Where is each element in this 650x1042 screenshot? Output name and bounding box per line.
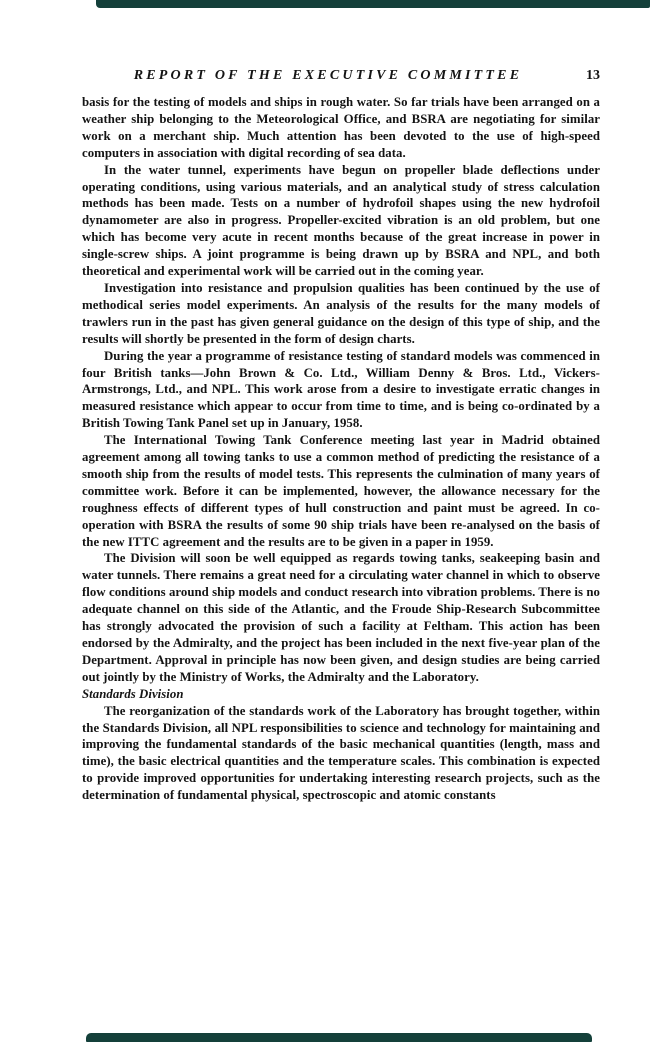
running-header	[82, 68, 600, 88]
body-paragraph: basis for the testing of models and ships in rough water. So far trials have been arranged on a weather ship belonging to the Meteorological Office, and BSRA are negotiating for similar work on a merchant ship. Much attention has been devoted to the use of high-speed computers in association with digital recording of sea data.	[82, 95, 600, 160]
page-title: REPORT OF THE EXECUTIVE COMMITTEE	[133, 68, 523, 83]
body-paragraph: Investigation into resistance and propulsion qualities has been continued by the use of methodical series model experiments. An analysis of the results for the many models of trawlers run in the past has given general guidance on the design of this type of ship, and the results will shortly be presented in the form of design charts.	[82, 280, 600, 346]
scan-edge-artifact-top	[96, 0, 650, 8]
body-paragraph: The reorganization of the standards work of the Laboratory has brought together, within the Standards Division, all NPL responsibilities to science and technology for maintaining and improving the fundamental standards of the basic mechanical quantities (length, mass and time), the basic electrical quantities and the temperature scales. This combination is expected to provide improved opportunities for undertaking interesting research projects, such as the determination of fundamental physical, spectroscopic and atomic constants	[82, 703, 600, 803]
scan-edge-artifact-bottom	[86, 1033, 592, 1042]
body-paragraph: The International Towing Tank Conference meeting last year in Madrid obtained agreement among all towing tanks to use a common method of predicting the resistance of a smooth ship from the results of model tests. This represents the culmination of many years of committee work. Before it can be implemented, however, the allowance necessary for the roughness effects of different types of hull construction and paint must be agreed. In co-operation with BSRA the results of some 90 ship trials have been re-analysed on the basis of the new ITTC agreement and the results are to be given in a paper in 1959.	[82, 433, 600, 549]
page-content	[82, 68, 600, 804]
body-paragraph: The Division will soon be well equipped as regards towing tanks, seakeeping basin and water tunnels. There remains a great need for a circulating water channel in which to observe flow conditions around ship models and conduct research into vibration problems. There is no adequate channel on this side of the Atlantic, and the Froude Ship-Research Subcommittee has strongly advocated the provision of such a facility at Feltham. This action has been endorsed by the Admiralty, and the project has been included in the next five-year plan of the Department. Approval in principle has now been given, and design studies are being carried out jointly by the Ministry of Works, the Admiralty and the Laboratory.	[82, 551, 600, 684]
body-text	[82, 94, 600, 804]
page-number: 13	[586, 68, 600, 83]
body-paragraph: In the water tunnel, experiments have begun on propeller blade deflections under operating conditions, using various materials, and an analytical study of stress calculation methods has been made. Tests on a number of hydrofoil shapes using the new hydrofoil dynamometer are also in progress. Propeller-excited vibration is an old problem, but one which has become very acute in recent months because of the great increase in power in single-screw ships. A joint programme is being drawn up by BSRA and NPL, and both theoretical and experimental work will be carried out in the coming year.	[82, 162, 600, 279]
section-heading: Standards Division	[82, 686, 184, 701]
body-paragraph: During the year a programme of resistance testing of standard models was commenced in four British tanks—John Brown & Co. Ltd., William Denny & Bros. Ltd., Vickers-Armstrongs, Ltd., and NPL. This work arose from a desire to investigate erratic changes in measured resistance which appear to occur from time to time, and is being co-ordinated by a British Towing Tank Panel set up in January, 1958.	[82, 348, 600, 431]
